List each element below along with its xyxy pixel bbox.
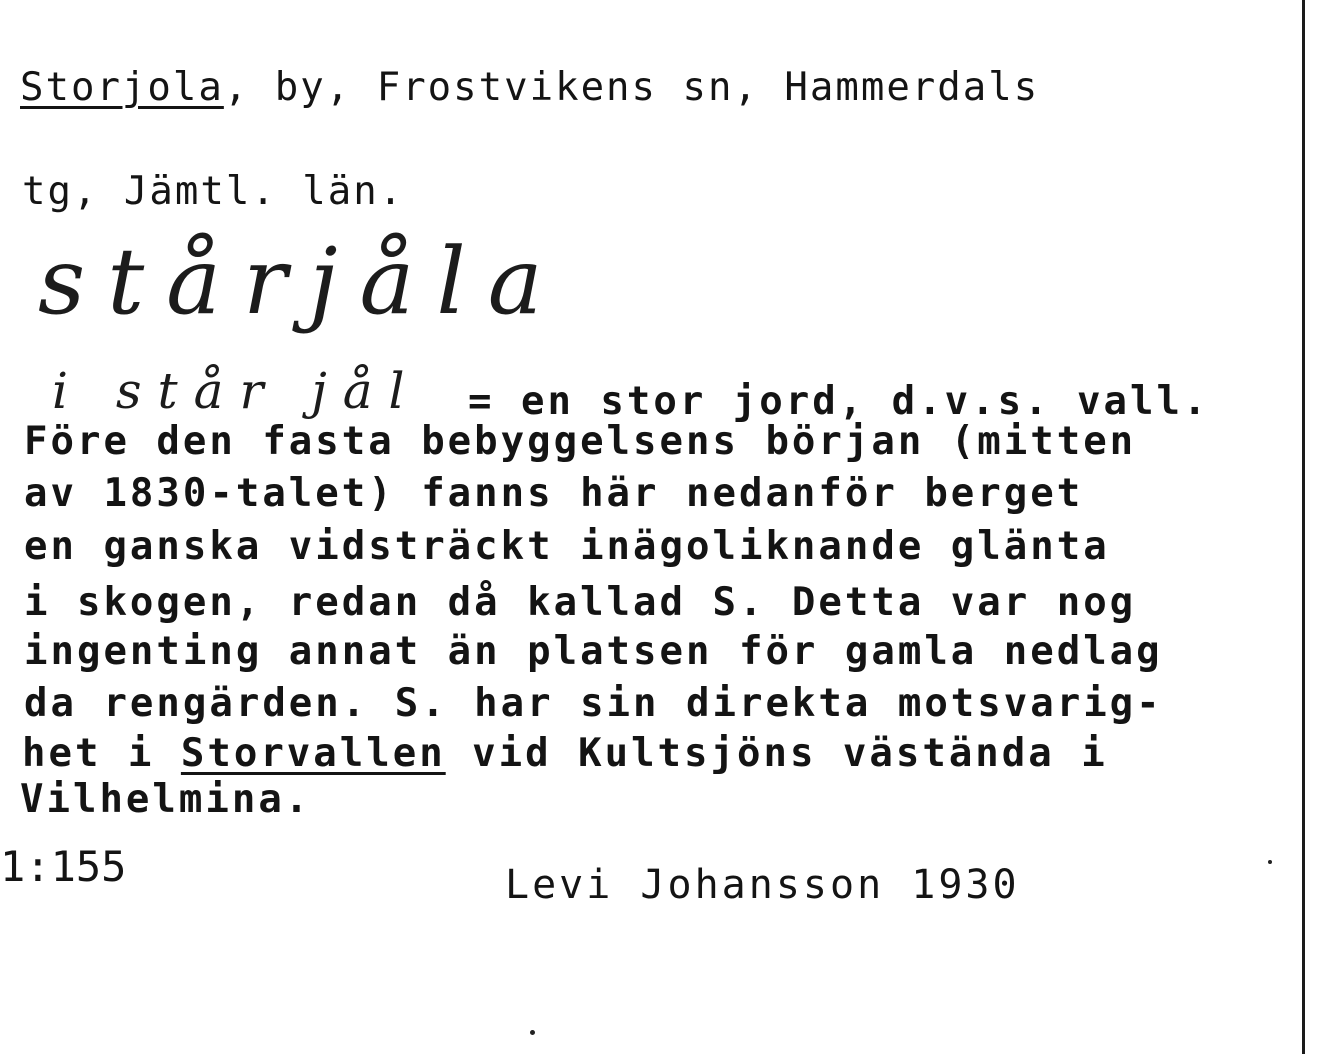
collector-signature: Levi Johansson 1930: [505, 862, 1020, 908]
ink-speck: [1268, 860, 1272, 864]
body-line-7: [22, 731, 1108, 776]
body-line-3: en ganska vidsträckt inägoliknande glänta: [24, 524, 1110, 569]
body-line-7-pre: het i: [22, 731, 181, 776]
cross-reference-storvallen: Storvallen: [180, 731, 446, 776]
body-line-7-post: vid Kultsjöns västända i: [445, 731, 1108, 776]
ink-speck: [530, 1030, 535, 1035]
body-line-8: Vilhelmina.: [20, 777, 312, 822]
handwritten-etymology: i står jål: [52, 362, 421, 420]
heading-line: [20, 65, 1040, 110]
heading-rest: , by, Frostvikens sn, Hammerdals: [223, 65, 1040, 110]
card-edge-line: [1302, 0, 1305, 1054]
place-name: Storjola: [20, 65, 224, 110]
handwritten-pronunciation: stårjåla: [38, 228, 565, 335]
etymology-explanation: = en stor jord, d.v.s. vall.: [468, 379, 1210, 424]
body-line-5: ingenting annat än platsen för gamla nedlag: [24, 629, 1163, 674]
reference-number: 1:155: [0, 842, 127, 891]
body-line-6: da rengärden. S. har sin direkta motsvarig-: [24, 681, 1163, 726]
county-line: tg, Jämtl. län.: [22, 169, 405, 214]
body-line-2: av 1830-talet) fanns här nedanför berget: [24, 471, 1084, 516]
body-line-1: Före den fasta bebyggelsens början (mitten: [24, 419, 1137, 464]
body-line-4: i skogen, redan då kallad S. Detta var nog: [24, 580, 1137, 625]
